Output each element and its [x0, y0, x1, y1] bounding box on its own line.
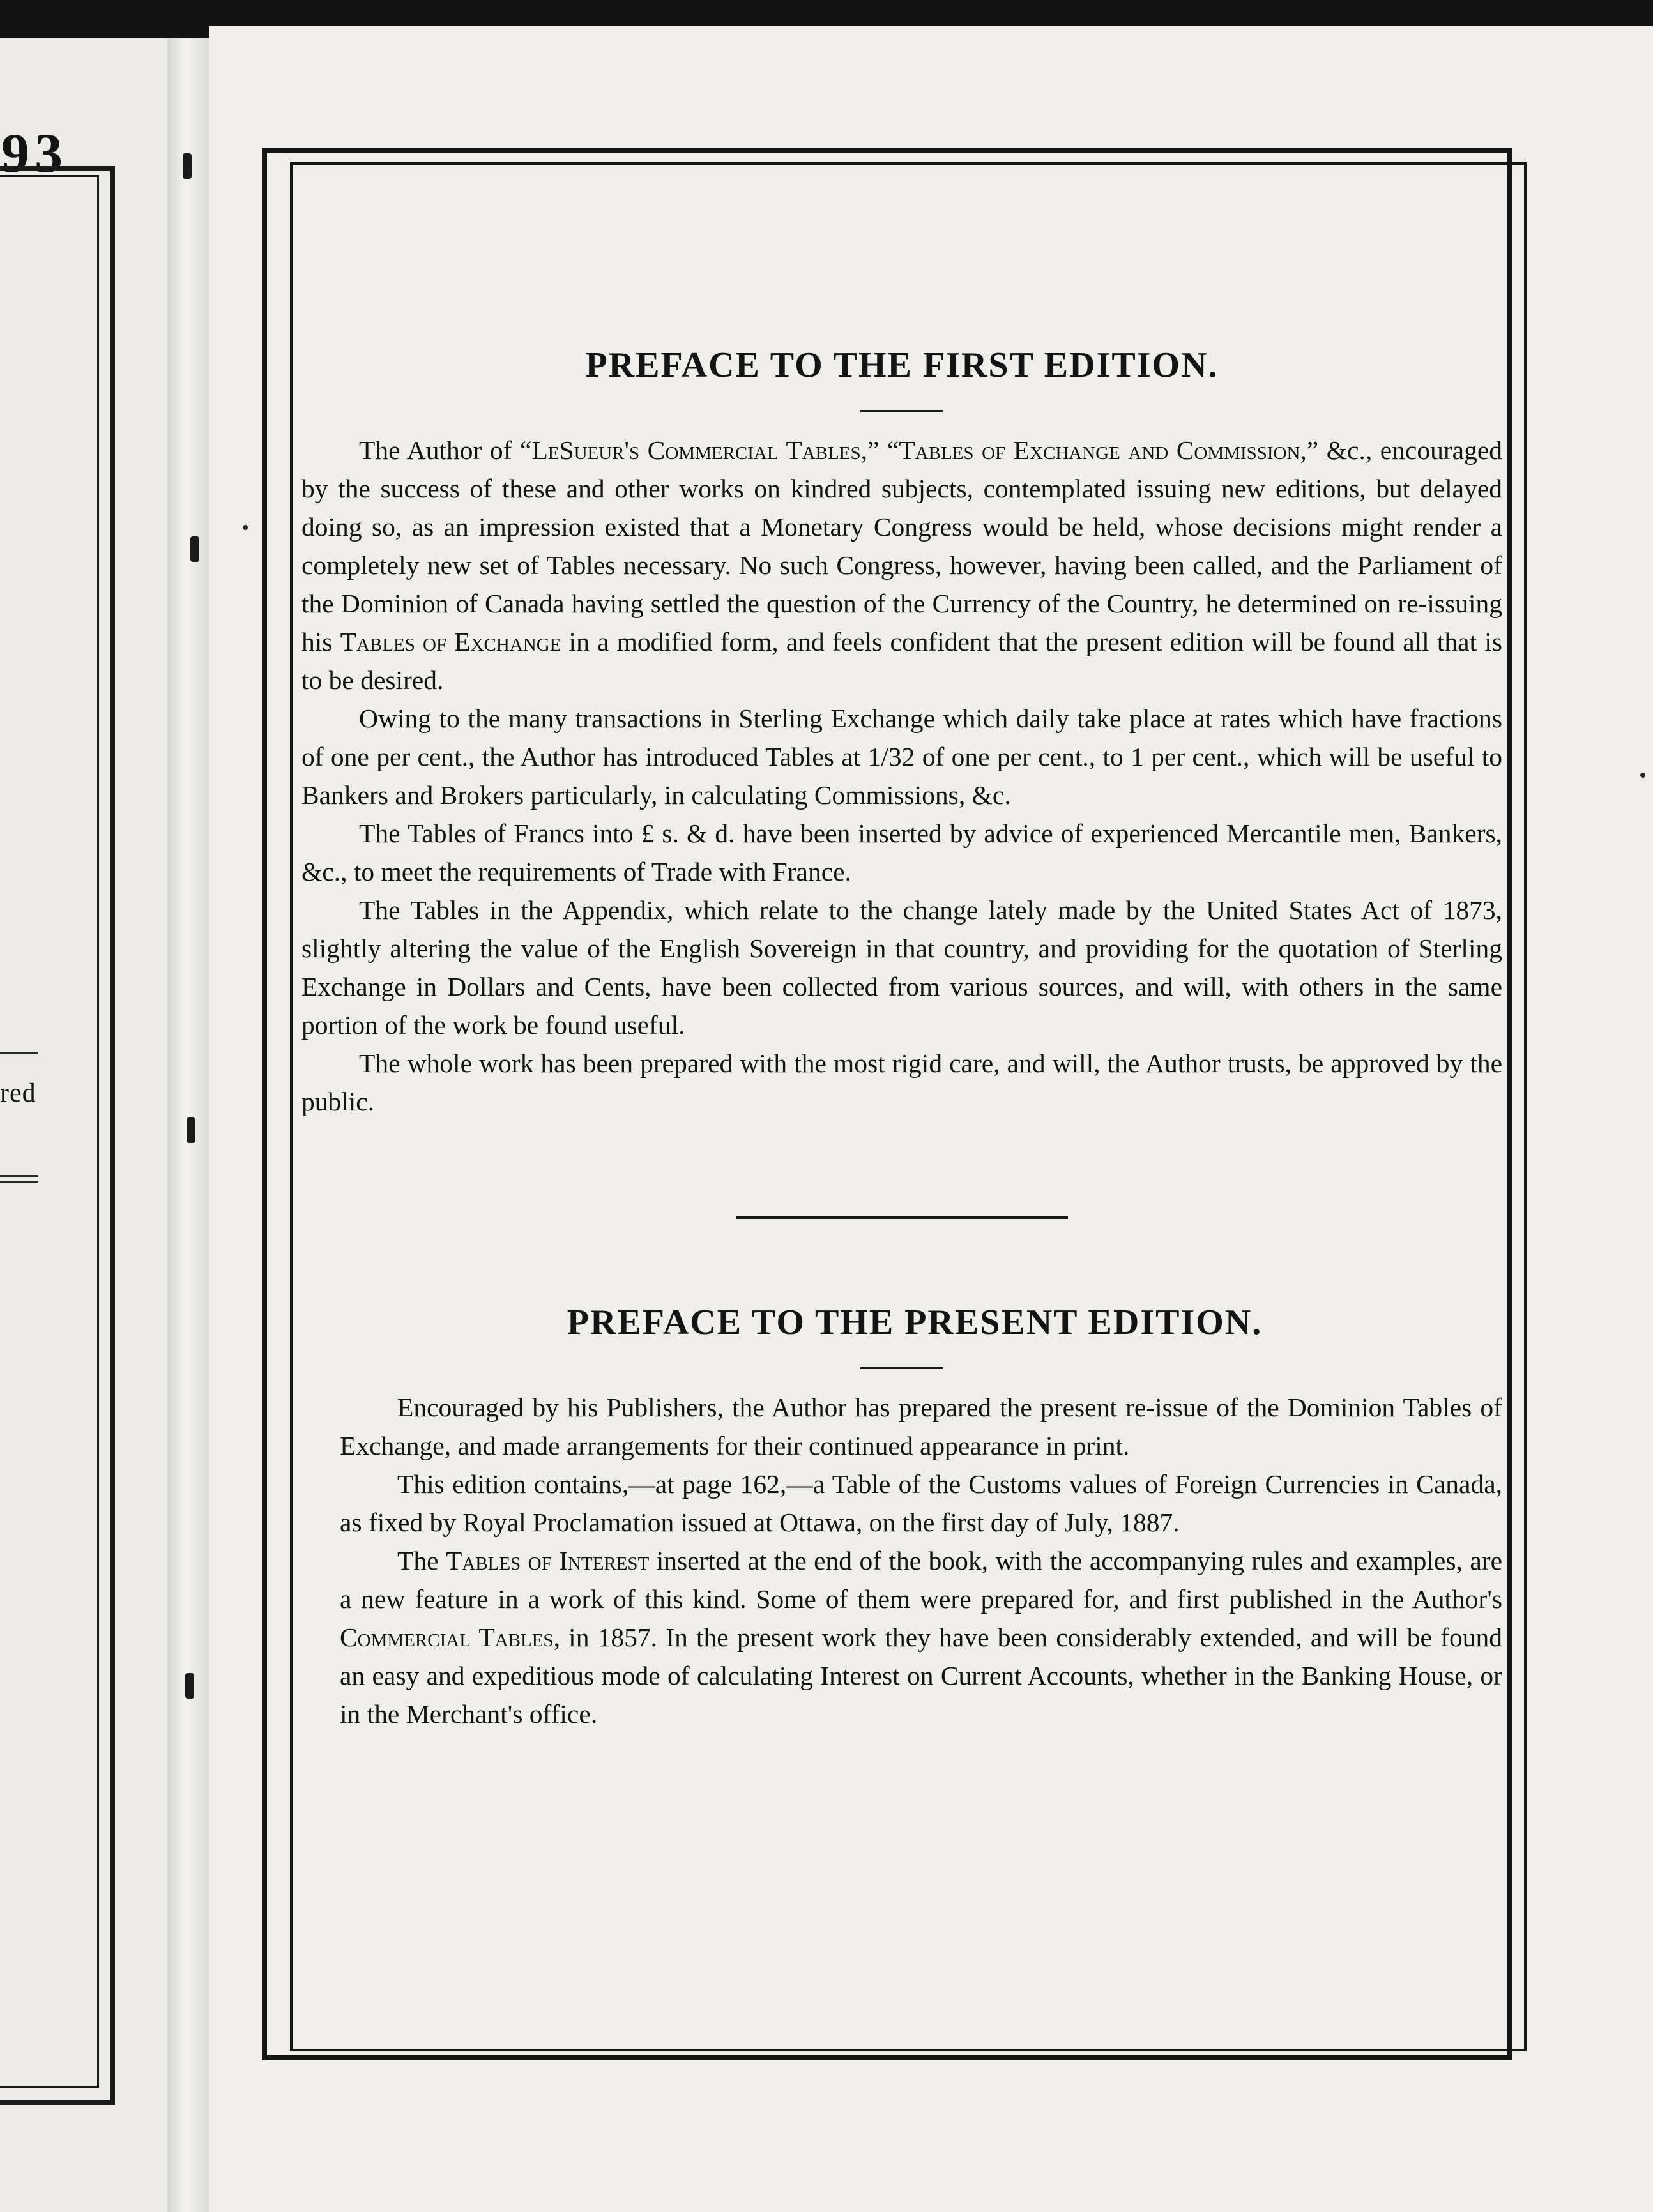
left-page: [0, 38, 167, 2212]
left-page-rule: [0, 1175, 38, 1177]
present-preface-paragraph-3: [340, 1542, 1502, 1733]
present-preface-paragraph-2: This edition contains,—at page 162,—a Table of the Customs values of Foreign Currencies in Canada, as fixed by Royal Proclamation issued at Ottawa, on the first day of July, 1887.: [340, 1469, 1502, 1537]
left-page-rule: [0, 1052, 38, 1054]
preface-content: [301, 345, 1502, 1733]
book-title: Tables of Exchange and Commission,: [899, 436, 1307, 465]
text-run: ” “: [867, 436, 899, 465]
left-page-text-fragment: red: [0, 1079, 36, 1108]
book-title: Tables of Interest: [445, 1546, 650, 1575]
binding-stitch: [190, 536, 199, 562]
ink-speck: [1640, 773, 1645, 778]
book-title: Tables of Exchange: [340, 627, 561, 656]
text-run: ” &c., encouraged by the success of these and other works on kindred subjects, contemplated issuing new editions, but delayed doing so, as an impression existed that a Monetary Congress would be held, whose decisions might render a completely new set of Tables necessary. No such Congress, however, having been called, and the Parliament of the Dominion of Canada having settled the question of the Currency of the Country, he determined on re-issuing his: [301, 436, 1502, 656]
book-title: LeSueur's Commercial Tables,: [531, 436, 867, 465]
page-number: 93: [1, 123, 68, 185]
first-edition-preface: [301, 345, 1502, 1121]
book-gutter: [167, 38, 209, 2212]
book-title: Commercial Tables,: [340, 1623, 560, 1652]
title-underline: [860, 410, 943, 412]
first-preface-paragraph-4: The Tables in the Appendix, which relate to the change lately made by the United States Act of 1873, slightly altering the value of the English Sovereign in that country, and providing for the quotation of Sterling Exchange in Dollars and Cents, have been collected from various sources, and will, with others in the same portion of the work be found useful.: [301, 895, 1502, 1040]
text-run: in a modified form, and feels confident that the present edition will be found all that is to be desired.: [301, 627, 1502, 695]
present-edition-preface: [301, 1302, 1502, 1733]
left-page-rule: [0, 1181, 38, 1183]
text-run: in 1857. In the present work they have been considerably extended, and will be found an easy and expeditious mode of calculating Interest on Current Accounts, whether in the Banking House, or in the Merchant's office.: [340, 1623, 1503, 1729]
text-run: The Author of “: [359, 436, 532, 465]
first-edition-title: PREFACE TO THE FIRST EDITION.: [585, 345, 1219, 385]
first-preface-paragraph-3: The Tables of Francs into £ s. & d. have been inserted by advice of experienced Mercantile men, Bankers, &c., to meet the requirements of Trade with France.: [301, 819, 1502, 886]
left-page-border-inner: [0, 175, 99, 2088]
present-edition-title: PREFACE TO THE PRESENT EDITION.: [567, 1303, 1263, 1342]
title-underline: [860, 1367, 943, 1369]
binding-stitch: [187, 1117, 195, 1143]
present-preface-paragraph-1: Encouraged by his Publishers, the Author has prepared the present re-issue of the Dominion Tables of Exchange, and made arrangements for their continued appearance in print.: [340, 1393, 1502, 1460]
binding-stitch: [183, 153, 192, 179]
binding-stitch: [185, 1673, 194, 1699]
text-run: inserted at the end of the book, with the accompanying rules and examples, are a new feature in a work of this kind. Some of them were prepared for, and first published in the Author's: [340, 1546, 1502, 1614]
first-preface-paragraph-2: Owing to the many transactions in Sterling Exchange which daily take place at rates which have fractions of one per cent., the Author has introduced Tables at 1/32 of one per cent., to 1 per cent., which will be useful to Bankers and Brokers particularly, in calculating Commissions, &c.: [301, 704, 1502, 810]
text-run: The: [397, 1546, 446, 1575]
first-preface-paragraph-1: [301, 431, 1502, 699]
ink-speck: [243, 525, 248, 530]
section-divider: [736, 1216, 1068, 1219]
first-preface-paragraph-5: The whole work has been prepared with the most rigid care, and will, the Author trusts, be approved by the public.: [301, 1049, 1502, 1116]
